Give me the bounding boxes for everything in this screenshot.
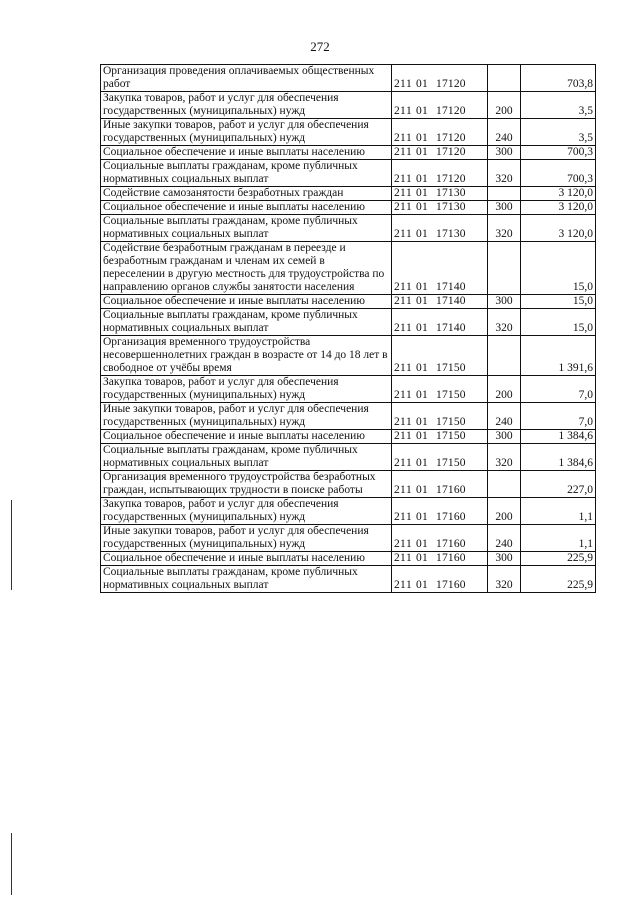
code-part-3: 01 bbox=[416, 228, 428, 240]
code-part-3: 01 bbox=[416, 295, 428, 307]
code-part-4: 17130 bbox=[436, 187, 466, 199]
table-row bbox=[101, 119, 596, 146]
code-part-1: 21 bbox=[394, 281, 406, 293]
code-part-3: 01 bbox=[416, 484, 428, 496]
code-part-3: 01 bbox=[416, 511, 428, 523]
code-part-1: 21 bbox=[394, 416, 406, 428]
row-amount: 1 384,6 bbox=[521, 444, 596, 471]
code-part-3: 01 bbox=[416, 389, 428, 401]
code-part-4: 17120 bbox=[436, 132, 466, 144]
code-part-4: 17150 bbox=[436, 457, 466, 469]
code-part-3: 01 bbox=[416, 416, 428, 428]
code-part-2: 1 bbox=[406, 552, 412, 564]
row-expense-type bbox=[488, 336, 521, 376]
row-name: Иные закупки товаров, работ и услуг для обеспечения государственных (муниципальных) нужд bbox=[101, 525, 392, 552]
row-amount: 3,5 bbox=[521, 92, 596, 119]
row-amount: 700,3 bbox=[521, 146, 596, 160]
row-expense-type bbox=[488, 471, 521, 498]
code-part-1: 21 bbox=[394, 173, 406, 185]
code-part-3: 01 bbox=[416, 579, 428, 591]
code-part-3: 01 bbox=[416, 146, 428, 158]
code-part-3: 01 bbox=[416, 187, 428, 199]
row-name: Социальное обеспечение и иные выплаты населению bbox=[101, 430, 392, 444]
row-expense-type: 200 bbox=[488, 498, 521, 525]
code-part-1: 21 bbox=[394, 78, 406, 90]
row-code bbox=[392, 309, 488, 336]
code-part-4: 17120 bbox=[436, 105, 466, 117]
row-amount: 3 120,0 bbox=[521, 187, 596, 201]
code-part-4: 17140 bbox=[436, 281, 466, 293]
row-expense-type: 320 bbox=[488, 160, 521, 187]
table-row bbox=[101, 201, 596, 215]
code-part-1: 21 bbox=[394, 187, 406, 199]
code-part-2: 1 bbox=[406, 281, 412, 293]
code-part-4: 17120 bbox=[436, 78, 466, 90]
table-row bbox=[101, 471, 596, 498]
row-expense-type: 240 bbox=[488, 403, 521, 430]
table-row bbox=[101, 552, 596, 566]
table-row bbox=[101, 525, 596, 552]
row-name: Социальные выплаты гражданам, кроме публичных нормативных социальных выплат bbox=[101, 160, 392, 187]
row-amount: 225,9 bbox=[521, 566, 596, 593]
table-row bbox=[101, 160, 596, 187]
row-expense-type: 320 bbox=[488, 444, 521, 471]
code-part-3: 01 bbox=[416, 457, 428, 469]
code-part-4: 17160 bbox=[436, 552, 466, 564]
code-part-3: 01 bbox=[416, 173, 428, 185]
row-name: Социальные выплаты гражданам, кроме публичных нормативных социальных выплат bbox=[101, 215, 392, 242]
row-amount: 703,8 bbox=[521, 65, 596, 92]
row-code bbox=[392, 498, 488, 525]
row-code bbox=[392, 566, 488, 593]
row-name: Закупка товаров, работ и услуг для обеспечения государственных (муниципальных) нужд bbox=[101, 376, 392, 403]
row-name: Закупка товаров, работ и услуг для обеспечения государственных (муниципальных) нужд bbox=[101, 498, 392, 525]
row-name: Социальные выплаты гражданам, кроме публичных нормативных социальных выплат bbox=[101, 444, 392, 471]
row-code bbox=[392, 65, 488, 92]
row-amount: 1,1 bbox=[521, 525, 596, 552]
row-amount: 225,9 bbox=[521, 552, 596, 566]
row-amount: 3 120,0 bbox=[521, 201, 596, 215]
row-amount: 3 120,0 bbox=[521, 215, 596, 242]
table-row bbox=[101, 566, 596, 593]
row-amount: 700,3 bbox=[521, 160, 596, 187]
row-name: Организация временного трудоустройства несовершеннолетних граждан в возрасте от 14 до 18 лет в свободное от учёбы время bbox=[101, 336, 392, 376]
code-part-2: 1 bbox=[406, 457, 412, 469]
row-amount: 15,0 bbox=[521, 242, 596, 295]
code-part-2: 1 bbox=[406, 187, 412, 199]
row-name: Организация временного трудоустройства безработных граждан, испытывающих трудности в поиске работы bbox=[101, 471, 392, 498]
code-part-2: 1 bbox=[406, 538, 412, 550]
code-part-1: 21 bbox=[394, 484, 406, 496]
code-part-3: 01 bbox=[416, 132, 428, 144]
code-part-4: 17160 bbox=[436, 484, 466, 496]
row-code bbox=[392, 160, 488, 187]
code-part-2: 1 bbox=[406, 146, 412, 158]
code-part-4: 17160 bbox=[436, 579, 466, 591]
table-row bbox=[101, 242, 596, 295]
row-name: Социальные выплаты гражданам, кроме публичных нормативных социальных выплат bbox=[101, 566, 392, 593]
code-part-4: 17150 bbox=[436, 430, 466, 442]
code-part-3: 01 bbox=[416, 281, 428, 293]
row-code bbox=[392, 430, 488, 444]
code-part-2: 1 bbox=[406, 228, 412, 240]
row-expense-type: 200 bbox=[488, 376, 521, 403]
row-code bbox=[392, 215, 488, 242]
code-part-2: 1 bbox=[406, 484, 412, 496]
code-part-4: 17150 bbox=[436, 389, 466, 401]
code-part-4: 17130 bbox=[436, 228, 466, 240]
code-part-4: 17160 bbox=[436, 538, 466, 550]
code-part-4: 17150 bbox=[436, 416, 466, 428]
code-part-3: 01 bbox=[416, 322, 428, 334]
table-row bbox=[101, 309, 596, 336]
row-name: Иные закупки товаров, работ и услуг для обеспечения государственных (муниципальных) нужд bbox=[101, 403, 392, 430]
row-name: Содействие самозанятости безработных граждан bbox=[101, 187, 392, 201]
row-code bbox=[392, 295, 488, 309]
row-expense-type bbox=[488, 187, 521, 201]
margin-line-bottom bbox=[11, 833, 12, 895]
row-expense-type: 200 bbox=[488, 92, 521, 119]
row-amount: 15,0 bbox=[521, 295, 596, 309]
row-name: Закупка товаров, работ и услуг для обеспечения государственных (муниципальных) нужд bbox=[101, 92, 392, 119]
code-part-3: 01 bbox=[416, 538, 428, 550]
row-name: Социальное обеспечение и иные выплаты населению bbox=[101, 295, 392, 309]
row-name: Иные закупки товаров, работ и услуг для обеспечения государственных (муниципальных) нужд bbox=[101, 119, 392, 146]
code-part-3: 01 bbox=[416, 430, 428, 442]
row-code bbox=[392, 471, 488, 498]
code-part-2: 1 bbox=[406, 201, 412, 213]
page-number: 272 bbox=[310, 39, 330, 54]
table-row bbox=[101, 430, 596, 444]
table-row bbox=[101, 295, 596, 309]
code-part-2: 1 bbox=[406, 322, 412, 334]
code-part-1: 21 bbox=[394, 132, 406, 144]
code-part-3: 01 bbox=[416, 78, 428, 90]
row-code bbox=[392, 525, 488, 552]
row-expense-type: 300 bbox=[488, 201, 521, 215]
code-part-4: 17130 bbox=[436, 201, 466, 213]
code-part-1: 21 bbox=[394, 228, 406, 240]
row-expense-type: 300 bbox=[488, 552, 521, 566]
code-part-3: 01 bbox=[416, 201, 428, 213]
row-expense-type: 240 bbox=[488, 119, 521, 146]
row-amount: 7,0 bbox=[521, 376, 596, 403]
table-row bbox=[101, 403, 596, 430]
row-expense-type: 300 bbox=[488, 295, 521, 309]
row-code bbox=[392, 403, 488, 430]
budget-table bbox=[100, 64, 596, 593]
row-code bbox=[392, 552, 488, 566]
code-part-2: 1 bbox=[406, 362, 412, 374]
row-expense-type: 240 bbox=[488, 525, 521, 552]
code-part-2: 1 bbox=[406, 511, 412, 523]
code-part-4: 17140 bbox=[436, 322, 466, 334]
code-part-1: 21 bbox=[394, 538, 406, 550]
row-code bbox=[392, 444, 488, 471]
row-code bbox=[392, 376, 488, 403]
table-row bbox=[101, 92, 596, 119]
code-part-3: 01 bbox=[416, 362, 428, 374]
row-amount: 1 384,6 bbox=[521, 430, 596, 444]
row-code bbox=[392, 201, 488, 215]
row-code bbox=[392, 92, 488, 119]
row-amount: 227,0 bbox=[521, 471, 596, 498]
table-row bbox=[101, 336, 596, 376]
row-expense-type bbox=[488, 242, 521, 295]
code-part-4: 17160 bbox=[436, 511, 466, 523]
code-part-2: 1 bbox=[406, 78, 412, 90]
code-part-2: 1 bbox=[406, 430, 412, 442]
row-amount: 7,0 bbox=[521, 403, 596, 430]
row-code bbox=[392, 187, 488, 201]
row-name: Социальное обеспечение и иные выплаты населению bbox=[101, 146, 392, 160]
row-code bbox=[392, 146, 488, 160]
row-expense-type: 300 bbox=[488, 430, 521, 444]
code-part-2: 1 bbox=[406, 389, 412, 401]
code-part-1: 21 bbox=[394, 457, 406, 469]
budget-table-body bbox=[101, 65, 596, 593]
code-part-2: 1 bbox=[406, 579, 412, 591]
row-expense-type bbox=[488, 65, 521, 92]
code-part-1: 21 bbox=[394, 105, 406, 117]
code-part-1: 21 bbox=[394, 430, 406, 442]
row-name: Социальные выплаты гражданам, кроме публичных нормативных социальных выплат bbox=[101, 309, 392, 336]
row-expense-type: 320 bbox=[488, 566, 521, 593]
row-code bbox=[392, 119, 488, 146]
code-part-1: 21 bbox=[394, 511, 406, 523]
row-amount: 3,5 bbox=[521, 119, 596, 146]
row-amount: 1,1 bbox=[521, 498, 596, 525]
table-row bbox=[101, 187, 596, 201]
table-row bbox=[101, 444, 596, 471]
code-part-4: 17120 bbox=[436, 146, 466, 158]
row-expense-type: 300 bbox=[488, 146, 521, 160]
row-expense-type: 320 bbox=[488, 309, 521, 336]
code-part-3: 01 bbox=[416, 105, 428, 117]
code-part-2: 1 bbox=[406, 295, 412, 307]
table-row bbox=[101, 215, 596, 242]
code-part-4: 17140 bbox=[436, 295, 466, 307]
row-expense-type: 320 bbox=[488, 215, 521, 242]
code-part-1: 21 bbox=[394, 362, 406, 374]
row-amount: 15,0 bbox=[521, 309, 596, 336]
code-part-4: 17150 bbox=[436, 362, 466, 374]
code-part-3: 01 bbox=[416, 552, 428, 564]
code-part-1: 21 bbox=[394, 146, 406, 158]
table-row bbox=[101, 376, 596, 403]
row-amount: 1 391,6 bbox=[521, 336, 596, 376]
row-name: Социальное обеспечение и иные выплаты населению bbox=[101, 552, 392, 566]
code-part-4: 17120 bbox=[436, 173, 466, 185]
code-part-1: 21 bbox=[394, 579, 406, 591]
margin-line-top bbox=[11, 500, 12, 590]
row-code bbox=[392, 242, 488, 295]
code-part-1: 21 bbox=[394, 201, 406, 213]
row-name: Содействие безработным гражданам в переезде и безработным гражданам и членам их семей в переселении в другую местность для трудоустройства по направлению органов службы занятости населения bbox=[101, 242, 392, 295]
code-part-1: 21 bbox=[394, 322, 406, 334]
code-part-1: 21 bbox=[394, 552, 406, 564]
row-code bbox=[392, 336, 488, 376]
table-row bbox=[101, 65, 596, 92]
code-part-2: 1 bbox=[406, 105, 412, 117]
code-part-2: 1 bbox=[406, 132, 412, 144]
code-part-1: 21 bbox=[394, 389, 406, 401]
row-name: Социальное обеспечение и иные выплаты населению bbox=[101, 201, 392, 215]
table-row bbox=[101, 498, 596, 525]
code-part-2: 1 bbox=[406, 173, 412, 185]
code-part-1: 21 bbox=[394, 295, 406, 307]
table-row bbox=[101, 146, 596, 160]
row-name: Организация проведения оплачиваемых общественных работ bbox=[101, 65, 392, 92]
code-part-2: 1 bbox=[406, 416, 412, 428]
